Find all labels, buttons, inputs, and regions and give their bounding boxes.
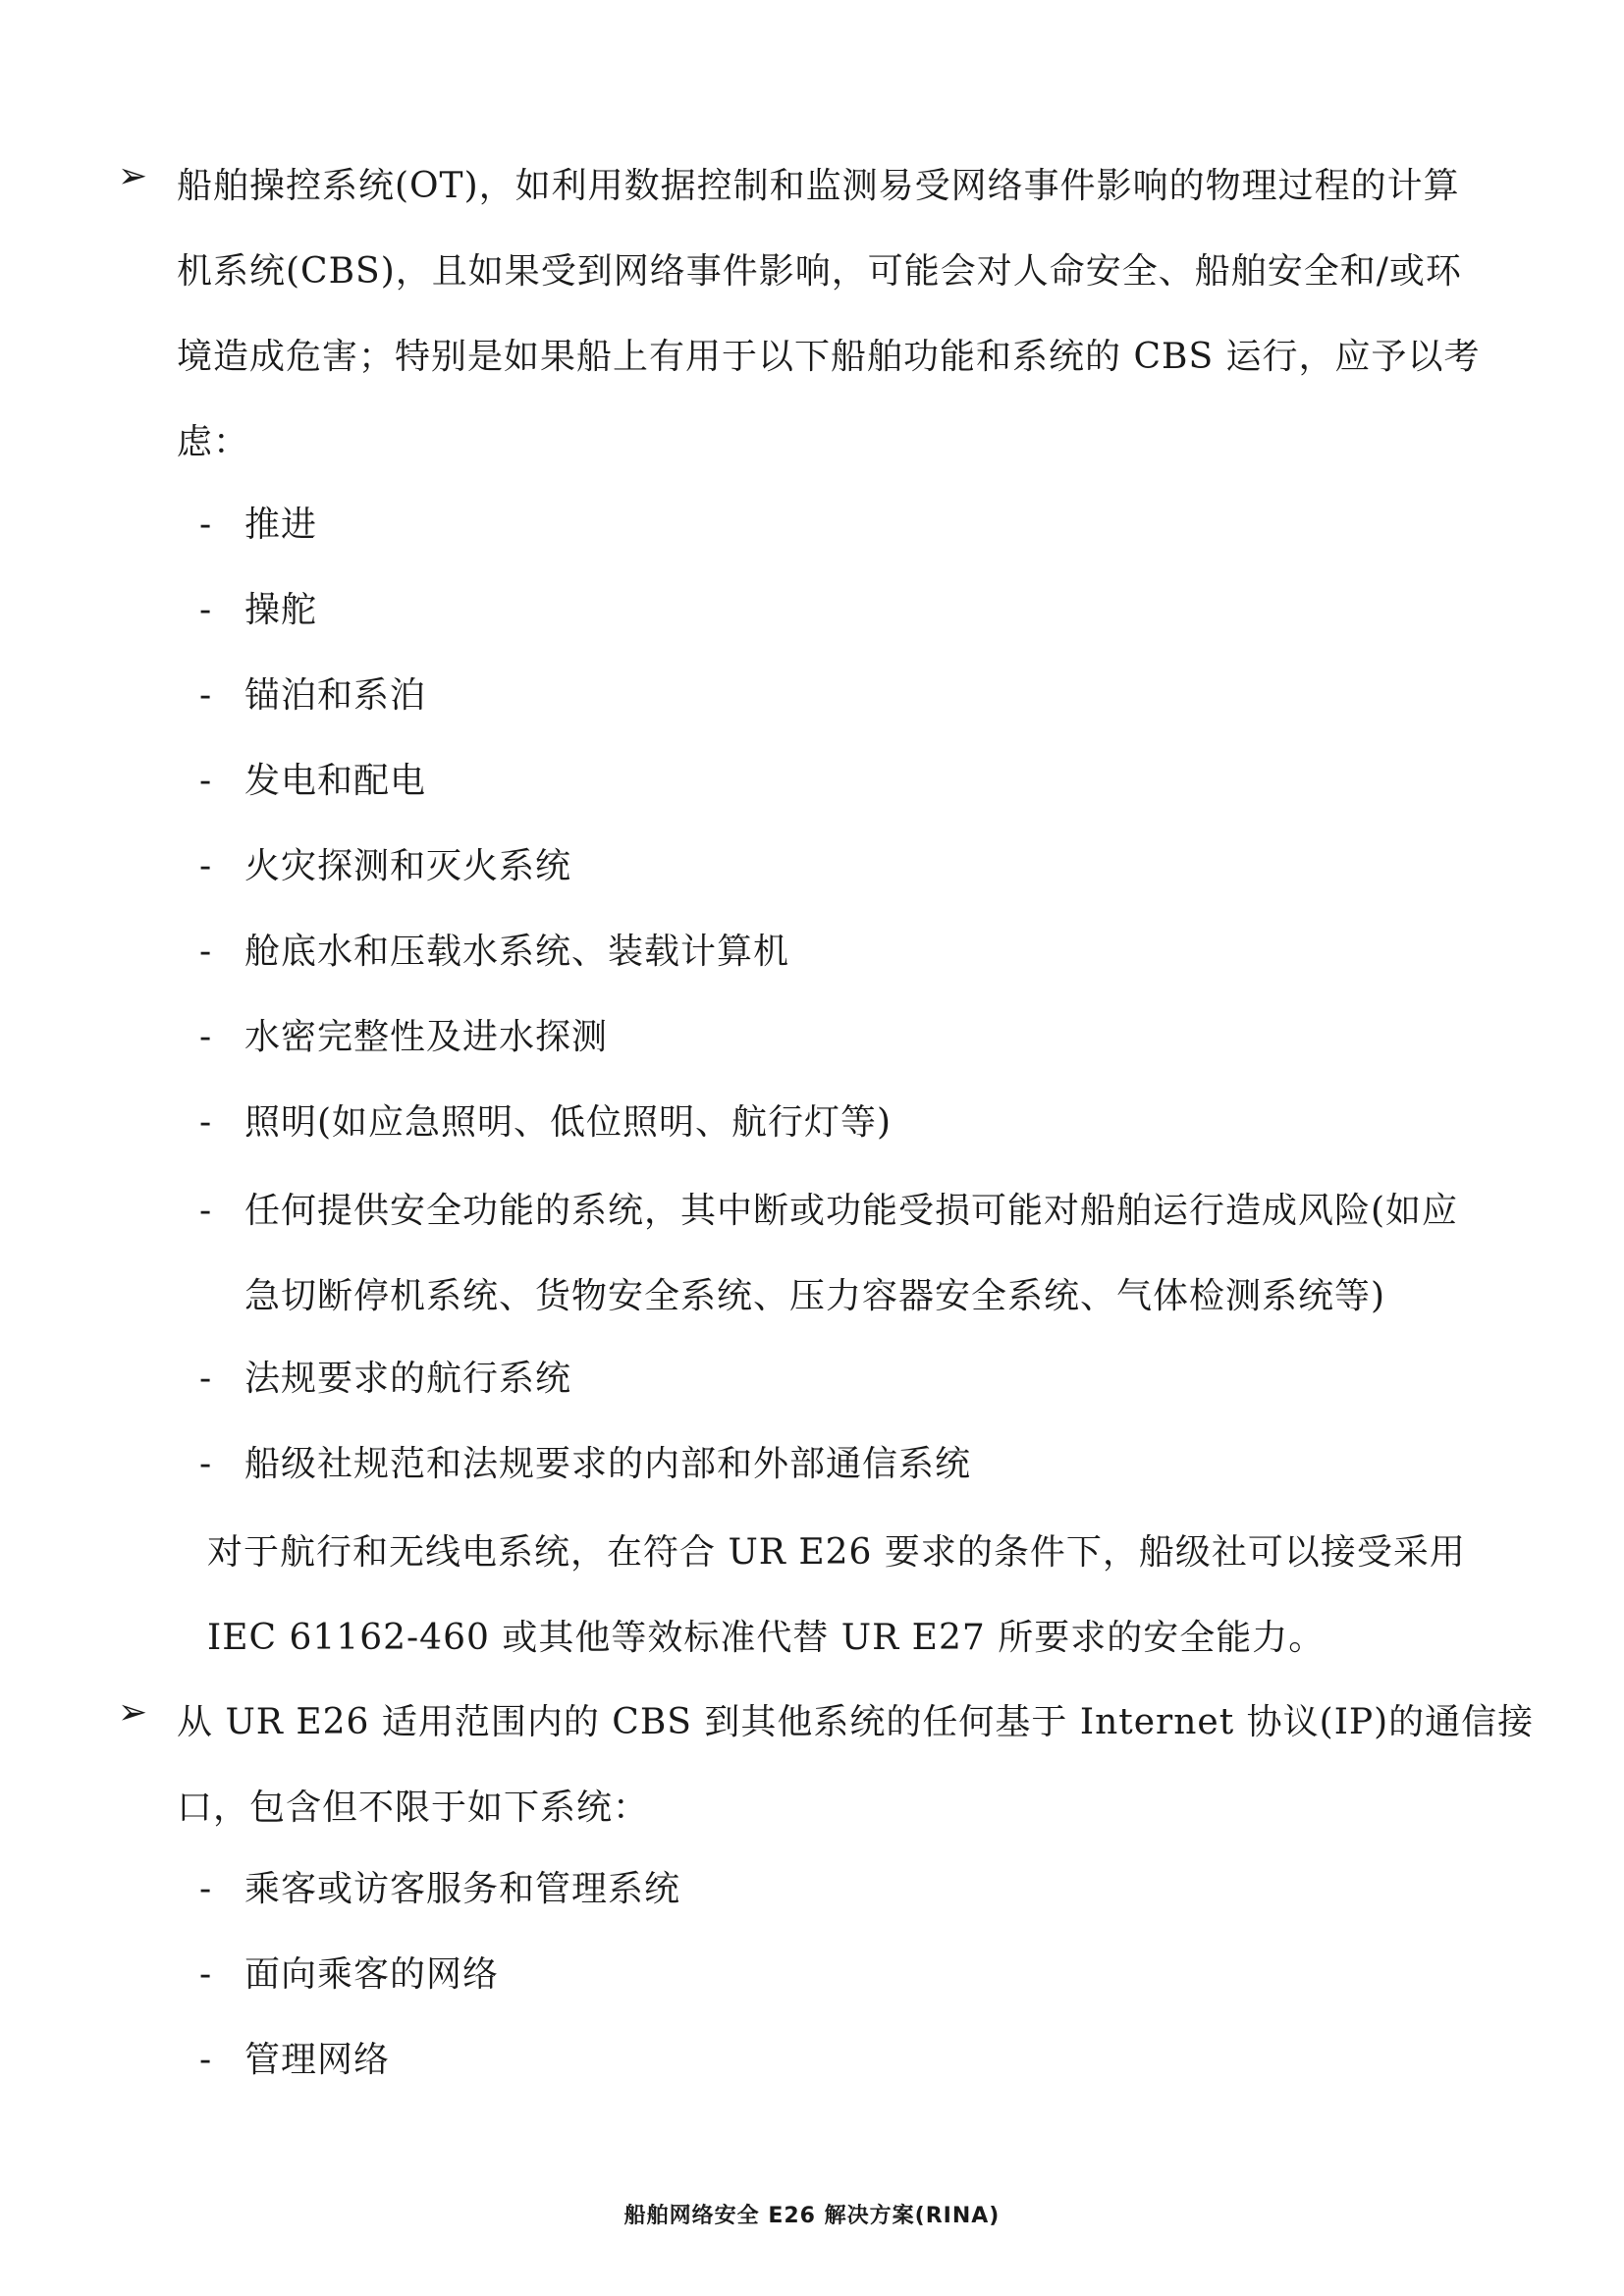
dash-marker: - [199, 1102, 213, 1143]
list-item-safety-functions [199, 1168, 1535, 1339]
dash-marker: - [199, 1869, 213, 1909]
list-item [199, 1018, 1535, 1057]
dash-marker: - [199, 932, 213, 972]
dash-marker: - [199, 761, 213, 801]
list-item [199, 847, 1535, 886]
list-item-text: 舱底水和压载水系统、装载计算机 [244, 932, 790, 972]
dash-marker: - [199, 590, 213, 630]
list-item-text: 任何提供安全功能的系统，其中断或功能受损可能对船舶运行造成风险(如应 [244, 1191, 1459, 1231]
list-item-text: 水密完整性及进水探测 [244, 1017, 609, 1057]
list-item-text: 面向乘客的网络 [244, 1954, 500, 1995]
list-item-text: 火灾探测和灭火系统 [244, 846, 572, 886]
dash-marker: - [199, 1954, 213, 1995]
list-item-text: 法规要求的航行系统 [244, 1359, 572, 1399]
list-item [199, 1955, 1535, 1995]
dash-marker: - [199, 1191, 213, 1231]
list-item [199, 1445, 1535, 1484]
dash-marker: - [199, 505, 213, 545]
list-item-text: 管理网络 [244, 2040, 391, 2080]
list-item-text: 船级社规范和法规要求的内部和外部通信系统 [244, 1444, 972, 1484]
list-item [199, 506, 1535, 545]
dash-marker: - [199, 1017, 213, 1057]
list-item [199, 933, 1535, 972]
list-item-line: 急切断停机系统、货物安全系统、压力容器安全系统、气体检测系统等) [244, 1276, 1386, 1316]
list-item [199, 1360, 1535, 1399]
section-ot-paragraph [177, 143, 1512, 485]
list-item-text: 乘客或访客服务和管理系统 [244, 1869, 681, 1909]
list-item-text: 推进 [244, 505, 318, 545]
paragraph-line: 机系统(CBS)，且如果受到网络事件影响，可能会对人命安全、船舶安全和/或环 [177, 251, 1462, 292]
list-item [199, 1870, 1535, 1909]
paragraph-line: 虑： [177, 422, 250, 462]
dash-marker: - [199, 1444, 213, 1484]
list-item [199, 2041, 1535, 2080]
note-line: 对于航行和无线电系统，在符合 UR E26 要求的条件下，船级社可以接受采用 [207, 1532, 1466, 1573]
arrow-bullet-icon: ➢ [118, 1692, 148, 1733]
section-ip-paragraph [177, 1680, 1535, 1850]
dash-marker: - [199, 675, 213, 716]
list-item [199, 1103, 1535, 1143]
paragraph-line: 船舶操控系统(OT)，如利用数据控制和监测易受网络事件影响的物理过程的计算 [177, 166, 1460, 206]
list-item [199, 591, 1535, 630]
note-line: IEC 61162-460 或其他等效标准代替 UR E27 所要求的安全能力。 [207, 1618, 1326, 1658]
list-item-text: 锚泊和系泊 [244, 675, 427, 716]
list-item-text: 照明(如应急照明、低位照明、航行灯等) [244, 1102, 893, 1143]
paragraph-line: 境造成危害；特别是如果船上有用于以下船舶功能和系统的 CBS 运行，应予以考 [177, 337, 1481, 377]
list-item [199, 762, 1535, 801]
list-item-text: 发电和配电 [244, 761, 427, 801]
dash-marker: - [199, 846, 213, 886]
page-footer: 船舶网络安全 E26 解决方案(RINA) [623, 2204, 1001, 2228]
dash-marker: - [199, 2040, 213, 2080]
paragraph-line: 口，包含但不限于如下系统： [177, 1788, 650, 1828]
paragraph-line: 从 UR E26 适用范围内的 CBS 到其他系统的任何基于 Internet 协议(IP)的通信接 [177, 1702, 1535, 1742]
list-item-text: 操舵 [244, 590, 318, 630]
list-item [199, 676, 1535, 716]
note-paragraph [207, 1510, 1523, 1681]
arrow-bullet-icon: ➢ [118, 156, 148, 196]
dash-marker: - [199, 1359, 213, 1399]
list-item-line [199, 1168, 1535, 1254]
